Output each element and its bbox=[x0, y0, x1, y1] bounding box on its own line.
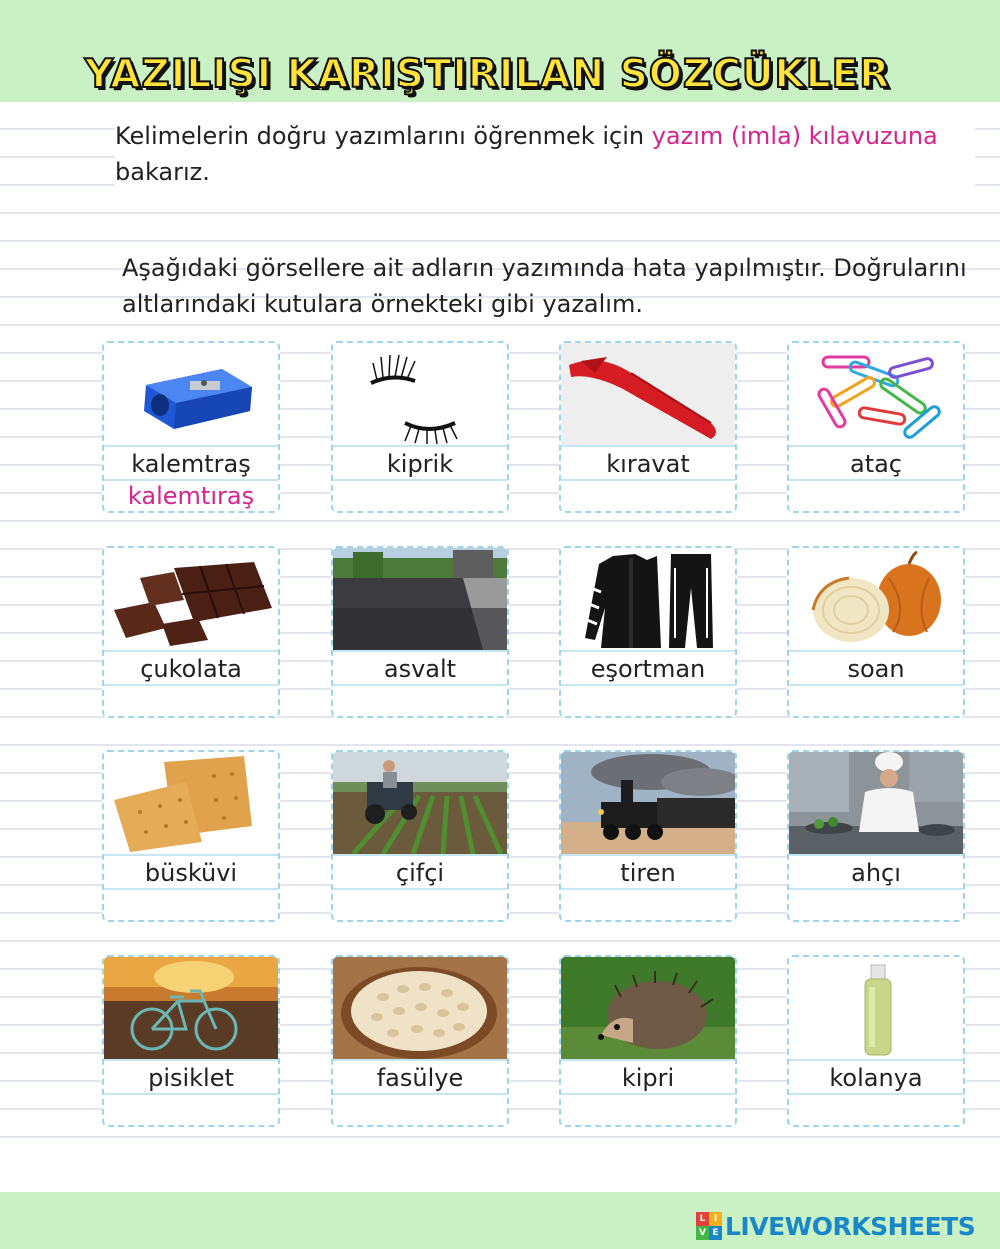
misspelled-word: ahçı bbox=[789, 854, 963, 890]
intro-text: Kelimelerin doğru yazımlarını öğrenmek için bbox=[115, 122, 652, 150]
answer-box[interactable] bbox=[333, 684, 507, 718]
chocolate-image bbox=[104, 548, 278, 650]
answer-box[interactable] bbox=[561, 684, 735, 718]
word-card bbox=[787, 546, 965, 718]
bicycle-image bbox=[104, 957, 278, 1059]
pencil-sharpener-image bbox=[104, 343, 278, 445]
steam-train-image bbox=[561, 752, 735, 854]
misspelled-word: soan bbox=[789, 650, 963, 686]
misspelled-word: tiren bbox=[561, 854, 735, 890]
answer-box[interactable] bbox=[561, 479, 735, 513]
misspelled-word: eşortman bbox=[561, 650, 735, 686]
word-card bbox=[559, 750, 737, 922]
answer-box[interactable] bbox=[789, 479, 963, 513]
answer-box[interactable] bbox=[333, 888, 507, 922]
word-card bbox=[787, 750, 965, 922]
instruction-paragraph: Aşağıdaki görsellere ait adların yazımında hata yapılmıştır. Doğrularını altlarındaki kutulara örnekteki gibi yazalım. bbox=[122, 254, 967, 318]
misspelled-word: büsküvi bbox=[104, 854, 278, 890]
word-card bbox=[102, 546, 280, 718]
answer-box[interactable] bbox=[333, 479, 507, 513]
answer-box[interactable] bbox=[333, 1093, 507, 1127]
answer-box[interactable] bbox=[789, 684, 963, 718]
answer-box[interactable] bbox=[561, 1093, 735, 1127]
word-card bbox=[102, 750, 280, 922]
word-card bbox=[331, 955, 509, 1127]
misspelled-word: pisiklet bbox=[104, 1059, 278, 1095]
answer-box[interactable] bbox=[561, 888, 735, 922]
word-card bbox=[102, 341, 280, 513]
misspelled-word: kalemtraş bbox=[104, 445, 278, 481]
tracksuit-image bbox=[561, 548, 735, 650]
necktie-image bbox=[561, 343, 735, 445]
intro-text-end: bakarız. bbox=[115, 158, 210, 186]
word-card bbox=[559, 546, 737, 718]
word-card bbox=[559, 955, 737, 1127]
word-card bbox=[331, 750, 509, 922]
misspelled-word: kolanya bbox=[789, 1059, 963, 1095]
paper-clips-image bbox=[789, 343, 963, 445]
word-card bbox=[559, 341, 737, 513]
logo-wordmark: LIVEWORKSHEETS bbox=[725, 1211, 976, 1241]
logo-mark-icon: L I V E bbox=[696, 1212, 722, 1240]
answer-box[interactable] bbox=[789, 888, 963, 922]
misspelled-word: fasülye bbox=[333, 1059, 507, 1095]
beans-image bbox=[333, 957, 507, 1059]
misspelled-word: kipri bbox=[561, 1059, 735, 1095]
intro-highlight: yazım (imla) kılavuzuna bbox=[651, 122, 938, 150]
page-title: YAZILIŞI KARIŞTIRILAN SÖZCÜKLER bbox=[84, 52, 891, 97]
misspelled-word: çifçi bbox=[333, 854, 507, 890]
biscuits-image bbox=[104, 752, 278, 854]
word-card bbox=[331, 341, 509, 513]
eyelashes-image bbox=[333, 343, 507, 445]
word-card bbox=[787, 341, 965, 513]
word-card bbox=[787, 955, 965, 1127]
word-card bbox=[331, 546, 509, 718]
hedgehog-image bbox=[561, 957, 735, 1059]
cook-image bbox=[789, 752, 963, 854]
misspelled-word: ataç bbox=[789, 445, 963, 481]
answer-box[interactable] bbox=[104, 888, 278, 922]
asphalt-road-image bbox=[333, 548, 507, 650]
intro-paragraph bbox=[115, 118, 975, 190]
answer-box[interactable]: kalemtıraş bbox=[104, 479, 278, 513]
word-card bbox=[102, 955, 280, 1127]
misspelled-word: asvalt bbox=[333, 650, 507, 686]
misspelled-word: çukolata bbox=[104, 650, 278, 686]
onion-image bbox=[789, 548, 963, 650]
misspelled-word: kıravat bbox=[561, 445, 735, 481]
liveworksheets-logo[interactable] bbox=[696, 1208, 975, 1244]
answer-box[interactable] bbox=[789, 1093, 963, 1127]
answer-box[interactable] bbox=[104, 684, 278, 718]
farmer-tractor-image bbox=[333, 752, 507, 854]
answer-box[interactable] bbox=[104, 1093, 278, 1127]
misspelled-word: kiprik bbox=[333, 445, 507, 481]
cologne-bottle-image bbox=[789, 957, 963, 1059]
